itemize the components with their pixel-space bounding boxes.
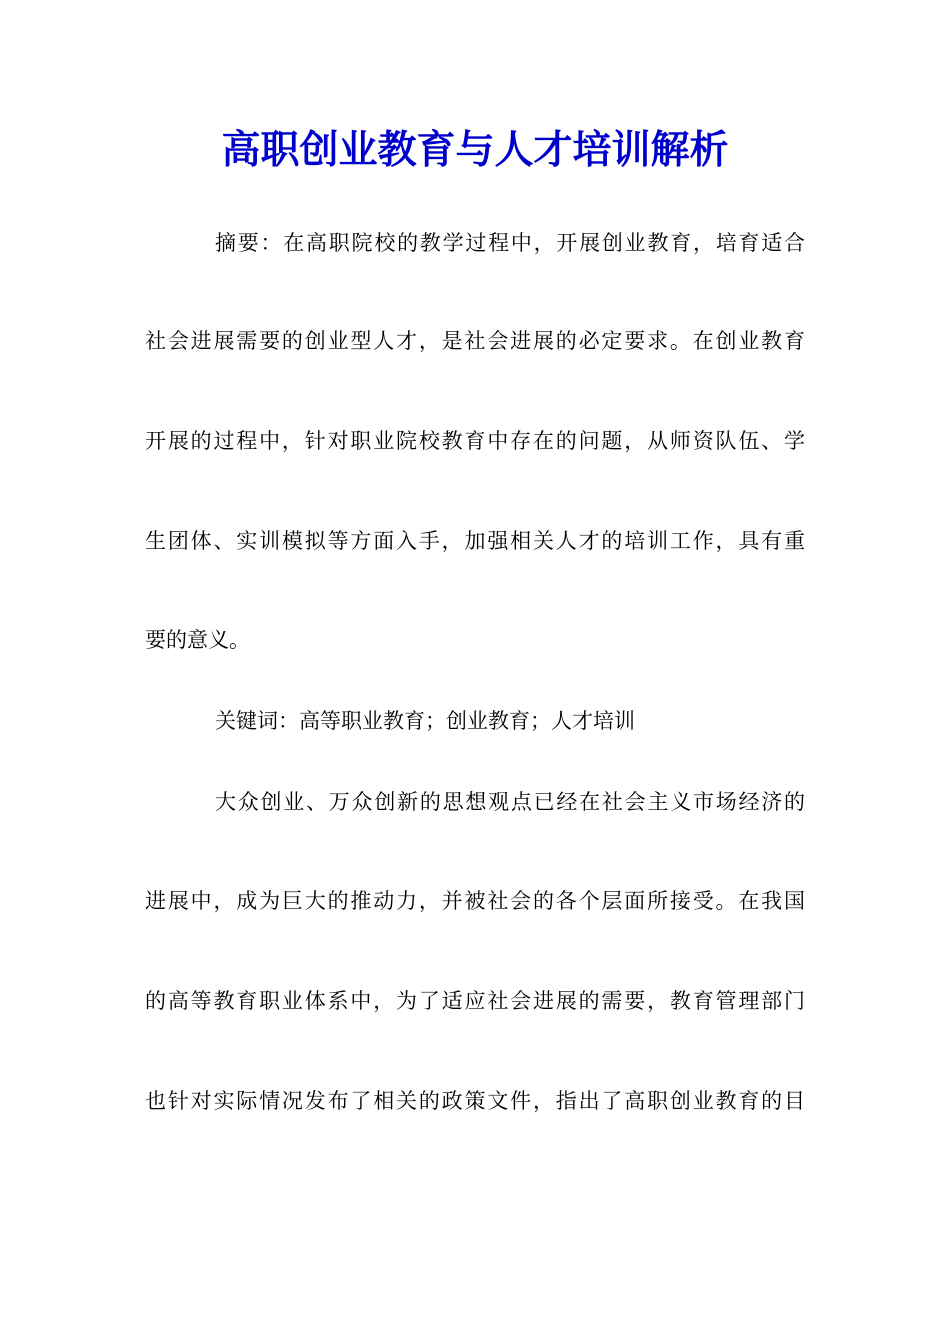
abstract-line-3: 开展的过程中，针对职业院校教育中存在的问题，从师资队伍、学 [145, 429, 805, 453]
abstract-line-4: 生团体、实训模拟等方面入手，加强相关人才的培训工作，具有重 [145, 529, 805, 553]
abstract-line-2: 社会进展需要的创业型人才，是社会进展的必定要求。在创业教育 [145, 329, 805, 353]
body-line-3: 的高等教育职业体系中，为了适应社会进展的需要，教育管理部门 [145, 989, 805, 1013]
document-title: 高职创业教育与人才培训解析 [221, 127, 729, 173]
keywords-line: 关键词：高等职业教育；创业教育；人才培训 [215, 709, 635, 733]
abstract-line-5: 要的意义。 [145, 628, 250, 652]
body-line-4: 也针对实际情况发布了相关的政策文件，指出了高职创业教育的目 [145, 1089, 805, 1113]
body-line-1: 大众创业、万众创新的思想观点已经在社会主义市场经济的 [215, 790, 805, 814]
body-line-2: 进展中，成为巨大的推动力，并被社会的各个层面所接受。在我国 [145, 889, 805, 913]
abstract-line-1: 摘要：在高职院校的教学过程中，开展创业教育，培育适合 [215, 231, 805, 255]
